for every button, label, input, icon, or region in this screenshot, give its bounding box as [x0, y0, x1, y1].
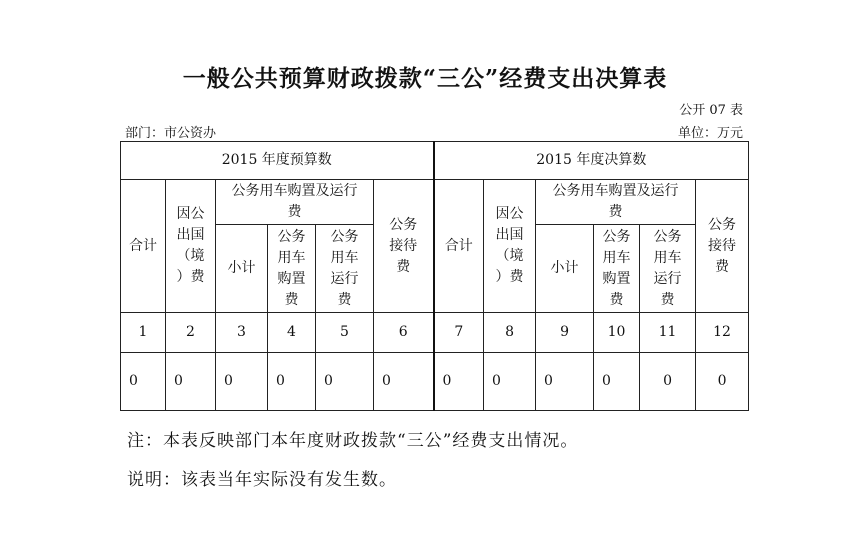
- page-title: 一般公共预算财政拨款“三公”经费支出决算表: [182, 65, 668, 92]
- value-cell: 0: [316, 353, 374, 411]
- budget-group-header: 2015 年度预算数: [121, 142, 434, 180]
- value-cell: 0: [216, 353, 268, 411]
- column-number: 8: [484, 313, 536, 353]
- header-row-1: [121, 180, 749, 225]
- value-cell: 0: [121, 353, 166, 411]
- value-cell: 0: [268, 353, 316, 411]
- column-number: 9: [536, 313, 594, 353]
- budget-subtotal-header: 小计: [216, 225, 268, 313]
- actual-purchase-header: 公务 用车 购置 费: [594, 225, 640, 313]
- department-label: 部门：市公资办: [125, 126, 217, 141]
- column-number: 2: [166, 313, 216, 353]
- unit-label: 单位：万元: [677, 126, 743, 141]
- column-number: 6: [374, 313, 434, 353]
- budget-operation-header: 公务 用车 运行 费: [316, 225, 374, 313]
- actual-total-header: 合计: [434, 180, 484, 313]
- actual-abroad-header: 因公 出国 （境 ）费: [484, 180, 536, 313]
- expenditure-table: [120, 141, 749, 411]
- value-cell: 0: [536, 353, 594, 411]
- column-number: 3: [216, 313, 268, 353]
- value-cell: 0: [434, 353, 484, 411]
- column-number: 5: [316, 313, 374, 353]
- budget-total-header: 合计: [121, 180, 166, 313]
- table-explanation: 说明：该表当年实际没有发生数。: [127, 470, 397, 490]
- column-number-row: [121, 313, 749, 353]
- actual-group-header: 2015 年度决算数: [434, 142, 749, 180]
- column-number: 7: [434, 313, 484, 353]
- group-header-row: [121, 142, 749, 180]
- value-cell: 0: [640, 353, 696, 411]
- column-number: 1: [121, 313, 166, 353]
- column-number: 12: [696, 313, 749, 353]
- column-number: 4: [268, 313, 316, 353]
- actual-vehicle-header: 公务用车购置及运行 费: [536, 180, 696, 225]
- table-note: 注：本表反映部门本年度财政拨款“三公”经费支出情况。: [127, 431, 579, 451]
- budget-vehicle-header: 公务用车购置及运行 费: [216, 180, 374, 225]
- budget-reception-header: 公务 接待 费: [374, 180, 434, 313]
- value-cell: 0: [696, 353, 749, 411]
- value-cell: 0: [166, 353, 216, 411]
- value-cell: 0: [374, 353, 434, 411]
- value-row: [121, 353, 749, 411]
- column-number: 11: [640, 313, 696, 353]
- column-number: 10: [594, 313, 640, 353]
- value-cell: 0: [594, 353, 640, 411]
- budget-abroad-header: 因公 出国 （境 ）费: [166, 180, 216, 313]
- value-cell: 0: [484, 353, 536, 411]
- budget-purchase-header: 公务 用车 购置 费: [268, 225, 316, 313]
- actual-subtotal-header: 小计: [536, 225, 594, 313]
- actual-reception-header: 公务 接待 费: [696, 180, 749, 313]
- form-number: 公开 07 表: [679, 103, 743, 118]
- actual-operation-header: 公务 用车 运行 费: [640, 225, 696, 313]
